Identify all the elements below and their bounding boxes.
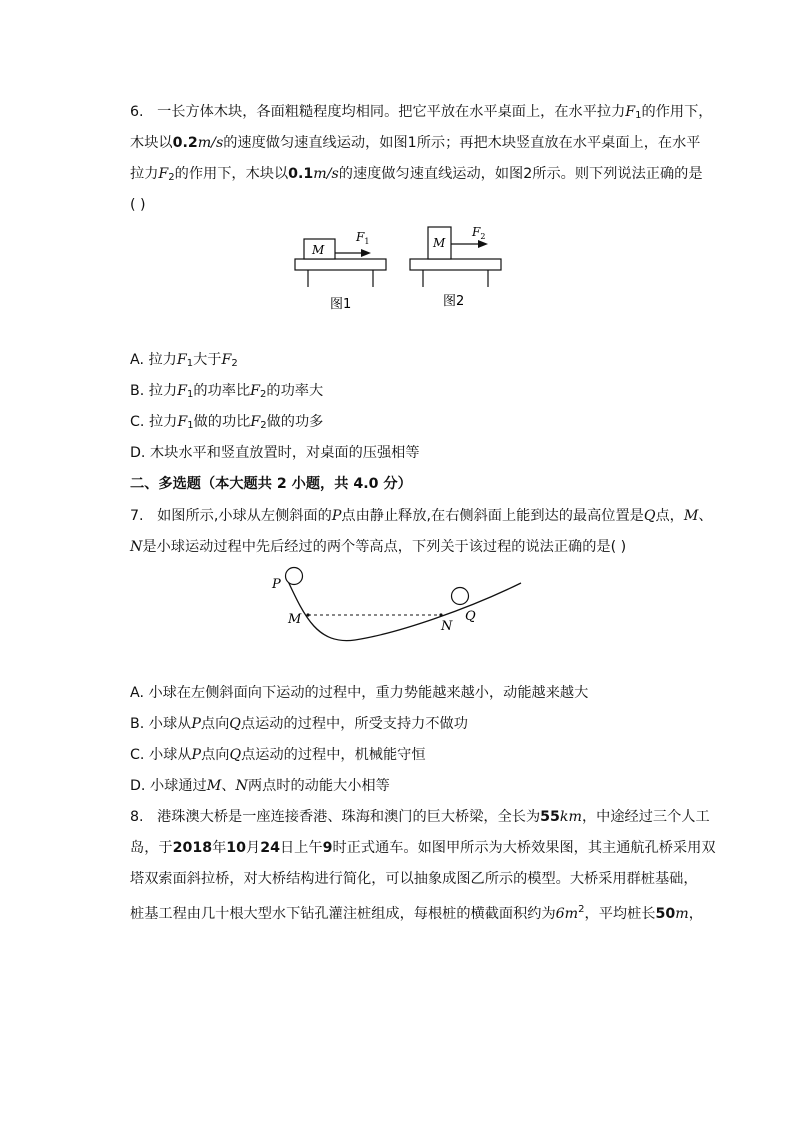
q7-line-1: 7. 如图所示,小球从左侧斜面的P点由静止释放,在右侧斜面上能到达的最高位置是Q点，M、 [130,508,713,524]
q7-option-a[interactable]: A. 小球在左侧斜面向下运动的过程中，重力势能越来越小，动能越来越大 [130,685,589,701]
figure-1 [295,230,386,312]
fig2-arrow-head [478,240,488,248]
q8-line-4: 桩基工程由几十根大型水下钻孔灌注桩组成，每根桩的横截面积约为$6m^2$，平均桩长50m， [130,904,703,922]
point-m [306,613,309,616]
q7-line-2: N是小球运动过程中先后经过的两个等高点，下列关于该过程的说法正确的是( ) [130,539,627,555]
fig1-arrow-head [361,249,371,257]
q6-option-d[interactable]: D. 木块水平和竖直放置时，对桌面的压强相等 [130,445,420,461]
figure-2 [410,225,501,309]
q8-line-3: 塔双索面斜拉桥，对大桥结构进行简化，可以抽象成图乙所示的模型。大桥采用群桩基础， [130,871,698,887]
q7-option-b[interactable]: B. 小球从P点向Q点运动的过程中，所受支持力不做功 [130,716,468,732]
q6-number: 6. [130,104,144,120]
fig1-caption: 图1 [330,297,352,312]
fig2-table-top [410,259,501,270]
q7-option-d[interactable]: D. 小球通过M、N两点时的动能大小相等 [130,778,390,794]
fig1-table-top [295,259,386,270]
fig2-caption: 图2 [443,294,465,309]
q8-line-1: 8. 港珠澳大桥是一座连接香港、珠海和澳门的巨大桥梁，全长为55km，中途经过三个人工 [130,809,710,825]
fig1-force-label: $F_1$ [356,230,370,246]
ball-at-q [452,588,469,605]
ball-at-p [286,568,303,585]
q6-line-1: 6. 一长方体木块，各面粗糙程度均相同。把它平放在水平桌面上，在水平拉力$F_1$的作用下， [130,104,713,121]
section-heading: 二、多选题（本大题共 2 小题，共 4.0 分） [130,476,412,492]
label-n: N [441,619,453,634]
q6-option-a[interactable]: A. 拉力$F_1$大于$F_2$ [130,352,238,369]
fig2-force-label: $F_2$ [472,225,486,241]
q7-figure [271,568,521,641]
q8-number: 8. [130,809,144,825]
q7-number: 7. [130,508,144,524]
fig1-block-label: M [312,243,325,257]
label-q: Q [465,609,476,624]
answer-bracket: ( ) [130,197,146,213]
q6-option-c[interactable]: C. 拉力$F_1$做的功比$F_2$做的功多 [130,414,324,431]
q7-option-c[interactable]: C. 小球从P点向Q点运动的过程中，机械能守恒 [130,747,426,763]
q6-option-b[interactable]: B. 拉力$F_1$的功率比$F_2$的功率大 [130,383,324,400]
label-m: M [288,612,302,627]
q8-line-2: 岛，于2018年10月24日上午9时正式通车。如图甲所示为大桥效果图，其主通航孔桥采用双 [130,840,716,856]
fig2-block-label: M [433,236,446,250]
point-n [439,613,442,616]
track-curve [287,579,521,641]
q6-line-3: 拉力$F_2$的作用下，木块以0.1m/s的速度做匀速直线运动，如图2所示。则下列说法正确的是 [130,166,703,183]
label-p: P [272,577,281,592]
q6-line-2: 木块以0.2m/s的速度做匀速直线运动，如图1所示；再把木块竖直放在水平桌面上，在水平 [130,135,701,151]
